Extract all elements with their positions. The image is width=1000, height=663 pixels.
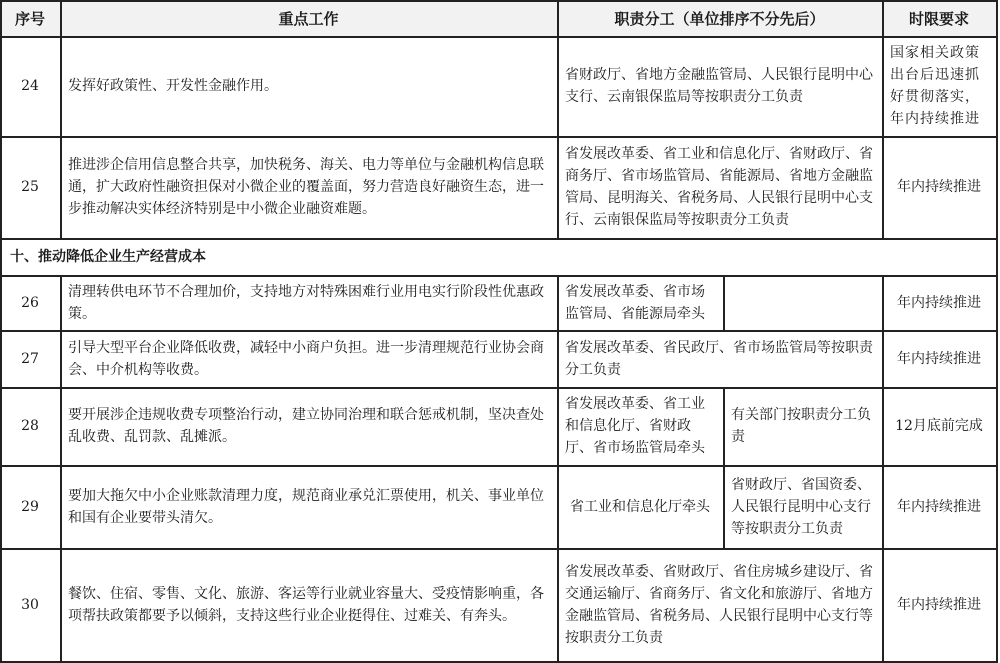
lead-dept-text: 省发展改革委、省工业和信息化厅、省财政厅、省市场监管局牵头 [565, 396, 705, 456]
grid-line [60, 275, 62, 663]
grid-line [882, 275, 884, 663]
responsibility-text: 省发展改革委、省市场监管局、省能源局牵头 [565, 283, 705, 322]
deadline-text: 年内持续推进 [897, 294, 981, 311]
header-responsibility: 职责分工（单位排序不分先后） [557, 1, 882, 36]
grid-line [0, 136, 997, 138]
deadline-text: 年内持续推进 [897, 179, 981, 195]
deadline-text: 年内持续推进 [897, 350, 981, 367]
row-number: 27 [21, 350, 39, 367]
grid-line [0, 238, 997, 240]
responsibility-text: 省发展改革委、省财政厅、省住房城乡建设厅、省交通运输厅、省商务厅、省文化和旅游厅、省地方金融监管局、省税务局、人民银行昆明中心支行等按职责分工负责 [565, 563, 873, 646]
grid-line [723, 275, 725, 330]
partner-dept-text: 省财政厅、省国资委、人民银行昆明中心支行等按职责分工负责 [731, 476, 871, 537]
responsibility-text: 省发展改革委、省民政厅、省市场监管局等按职责分工负责 [565, 339, 873, 378]
grid-line [0, 36, 997, 38]
row-number: 28 [21, 418, 39, 434]
task-text: 推进涉企信用信息整合共享，加快税务、海关、电力等单位与金融机构信息联通，扩大政府性融资担保对小微企业的覆盖面，努力营造良好融资生态，进一步推动解决实体经济特别是中小微企业融资难题。 [68, 157, 544, 217]
row-number: 29 [21, 498, 39, 515]
task-text: 引导大型平台企业降低收费，减轻中小商户负担。进一步清理规范行业协会商会、中介机构等收费。 [68, 339, 544, 378]
grid-line [0, 0, 997, 2]
deadline-text: 12月底前完成 [895, 418, 983, 434]
header-task: 重点工作 [60, 1, 557, 36]
grid-line [996, 0, 998, 663]
grid-line [0, 465, 997, 467]
deadline-text: 年内持续推进 [897, 498, 981, 515]
header-deadline: 时限要求 [882, 1, 996, 36]
grid-line [723, 387, 725, 548]
row-number: 30 [21, 596, 39, 613]
task-text: 发挥好政策性、开发性金融作用。 [68, 78, 278, 94]
row-number: 24 [21, 78, 39, 94]
grid-line [0, 387, 997, 389]
responsibility-text: 省财政厅、省地方金融监管局、人民银行昆明中心支行、云南银保监局等按职责分工负责 [565, 67, 873, 105]
task-text: 餐饮、住宿、零售、文化、旅游、客运等行业就业容量大、受疫情影响重，各项帮扶政策都要予以倾斜，支持这些行业企业挺得住、过难关、有奔头。 [68, 585, 544, 624]
grid-line [0, 661, 997, 663]
responsibility-text: 省发展改革委、省工业和信息化厅、省财政厅、省商务厅、省市场监管局、省能源局、省地方金融监管局、昆明海关、省税务局、人民银行昆明中心支行、云南银保监局等按职责分工负责 [565, 146, 873, 228]
grid-line [0, 548, 997, 550]
task-text: 要开展涉企违规收费专项整治行动，建立协同治理和联合惩戒机制，坚决查处乱收费、乱罚款、乱摊派。 [68, 407, 544, 445]
section-title: 十、推动降低企业生产经营成本 [10, 248, 206, 265]
grid-line [0, 0, 2, 663]
row-number: 26 [21, 294, 39, 311]
row-number: 25 [21, 179, 39, 195]
task-text: 清理转供电环节不合理加价，支持地方对特殊困难行业用电实行阶段性优惠政策。 [68, 283, 544, 322]
grid-line [557, 275, 559, 663]
deadline-text: 国家相关政策出台后迅速抓好贯彻落实，年内持续推进 [890, 45, 980, 127]
lead-dept-text: 省工业和信息化厅牵头 [570, 498, 710, 515]
grid-line [60, 0, 62, 238]
grid-line [882, 0, 884, 238]
deadline-text: 年内持续推进 [897, 596, 981, 613]
header-index: 序号 [0, 1, 60, 36]
partner-dept-text: 有关部门按职责分工负责 [731, 407, 871, 445]
grid-line [0, 275, 997, 277]
task-text: 要加大拖欠中小企业账款清理力度，规范商业承兑汇票使用，机关、事业单位和国有企业要带头清欠。 [68, 487, 544, 526]
grid-line [557, 0, 559, 238]
grid-line [0, 330, 997, 332]
